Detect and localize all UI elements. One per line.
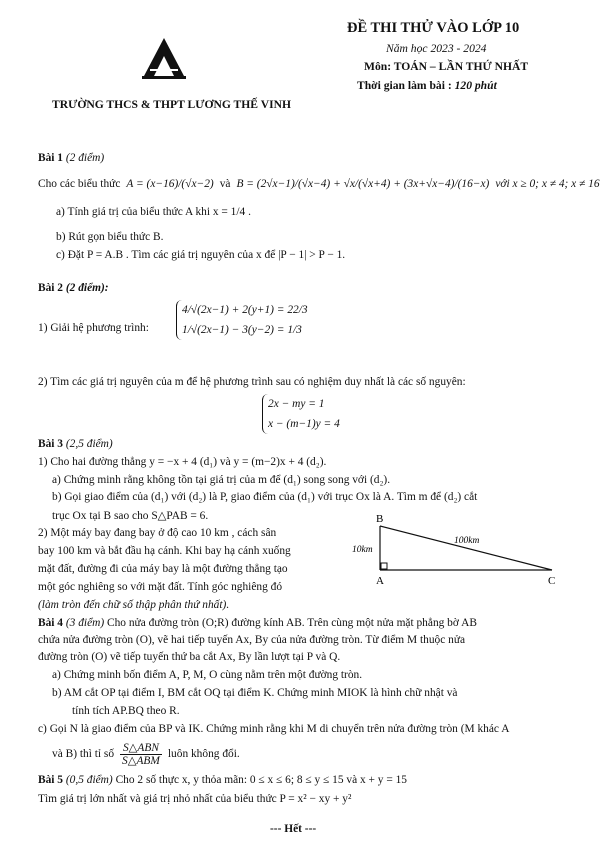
bai1-expressions: Cho các biểu thức A = (x−16)/(√x−2) và B = (2√x−1)/(√x−4) + √x/(√x+4) + (3x+√x−4)/(16−x) với x ≥ 0; x ≠ 4; x ≠ 16 xyxy=(38,178,600,190)
area-ratio-numerator: S△ABN xyxy=(120,742,162,755)
bai4-line1 xyxy=(38,617,477,629)
expr-a: A = (x−16)/(√x−2) xyxy=(126,178,214,190)
bai4-c-text-a: và B) thì tỉ số xyxy=(52,748,115,760)
area-ratio xyxy=(120,742,162,767)
exam-title: ĐỀ THI THỬ VÀO LỚP 10 xyxy=(347,20,520,36)
expr-b: B = (2√x−1)/(√x−4) + √x/(√x+4) + (3x+√x−4)/(16−x) xyxy=(236,178,490,190)
bai1-heading xyxy=(38,152,104,164)
exam-subject: Môn: TOÁN – LẦN THỨ NHẤT xyxy=(364,60,529,73)
bai5-points: (0,5 điểm) xyxy=(65,774,113,786)
segment-bc xyxy=(380,526,552,570)
label-c: C xyxy=(548,575,556,587)
bai4-line3: đường tròn (O) vẽ tiếp tuyến thứ ba cắt Ax, By lần lượt tại P và Q. xyxy=(38,651,341,663)
footer-end: --- Hết --- xyxy=(270,823,317,835)
right-angle-mark xyxy=(381,563,387,569)
bai3-q2-line1: 2) Một máy bay đang bay ở độ cao 10 km , cách sân xyxy=(38,527,277,539)
bai5-line1 xyxy=(38,774,407,786)
bai4-part-a: a) Chứng minh bốn điểm A, P, M, O cùng nằm trên một đường tròn. xyxy=(52,669,363,681)
bai3-label: Bài 3 xyxy=(38,438,64,450)
system-1 xyxy=(176,300,308,340)
label-height: 10km xyxy=(352,545,373,555)
bai3-q2-line5: (làm tròn đến chữ số thập phân thứ nhất). xyxy=(38,599,230,611)
time-value: 120 phút xyxy=(454,79,497,92)
school-name: TRƯỜNG THCS & THPT LƯƠNG THẾ VINH xyxy=(52,98,292,111)
time-limit xyxy=(357,79,497,92)
school-year: Năm học 2023 - 2024 xyxy=(386,42,487,55)
bai1-part-b: b) Rút gọn biểu thức B. xyxy=(56,231,164,243)
bai1-condition: với x ≥ 0; x ≠ 4; x ≠ 16 xyxy=(495,178,600,190)
bai5-line2: Tìm giá trị lớn nhất và giá trị nhỏ nhất của biểu thức P = x² − xy + y² xyxy=(38,793,352,805)
bai4-line2: chứa nửa đường tròn (O), vẽ hai tiếp tuyến Ax, By của nửa đường tròn. Từ điểm M thuộc nửa xyxy=(38,634,466,646)
school-logo-icon xyxy=(140,36,188,80)
bai4-part-b-line2: tính tích AP.BQ theo R. xyxy=(72,705,180,717)
sys2-eq2: x − (m−1)y = 4 xyxy=(268,418,340,430)
bai4-c-text-b: luôn không đổi. xyxy=(167,748,240,760)
sys1-eq1: 4/√(2x−1) + 2(y+1) = 22/3 xyxy=(182,304,308,316)
system-2 xyxy=(262,394,340,434)
bai1-intro: Cho các biểu thức xyxy=(38,178,121,190)
label-hypotenuse: 100km xyxy=(454,536,480,546)
bai2-q2: 2) Tìm các giá trị nguyên của m để hệ phương trình sau có nghiệm duy nhất là các số nguyên: xyxy=(38,376,466,388)
bai3-q1b-line1: b) Gọi giao điểm của (d₁) với (d₂) là P, giao điểm của (d₁) với trục Ox là A. Tìm m để (d₂) cắt xyxy=(52,491,478,503)
bai4-part-b-line1: b) AM cắt OP tại điểm I, BM cắt OQ tại điểm K. Chứng minh MIOK là hình chữ nhật và xyxy=(52,687,458,699)
sys2-eq1: 2x − my = 1 xyxy=(268,398,325,410)
bai4-part-c-line1: c) Gọi N là giao điểm của BP và IK. Chứng minh rằng khi M di chuyển trên nửa đường tròn (M khác A xyxy=(38,723,510,735)
bai5-label: Bài 5 xyxy=(38,774,64,786)
bai1-part-a: a) Tính giá trị của biểu thức A khi x = 1/4 . xyxy=(56,206,251,218)
area-ratio-denominator: S△ABM xyxy=(122,754,160,767)
bai1-points: (2 điểm) xyxy=(65,152,105,164)
bai4-part-c-line2 xyxy=(52,738,240,770)
bai4-text1: Cho nửa đường tròn (O;R) đường kính AB. Trên cùng một nửa mặt phẳng bờ AB xyxy=(107,617,477,629)
bai3-q1b-line2: trục Ox tại B sao cho S△PAB = 6. xyxy=(52,510,209,522)
bai3-points: (2,5 điểm) xyxy=(65,438,113,450)
bai3-q1: 1) Cho hai đường thẳng y = −x + 4 (d₁) và y = (m−2)x + 4 (d₂). xyxy=(38,456,327,468)
bai1-part-c: c) Đặt P = A.B . Tìm các giá trị nguyên của x để |P − 1| > P − 1. xyxy=(56,249,346,261)
bai2-heading xyxy=(38,282,109,294)
bai3-q2-line3: mặt đất, đường đi của máy bay là một đường thẳng tạo xyxy=(38,563,288,575)
bai3-q1a: a) Chứng minh rằng không tồn tại giá trị của m để (d₁) song song với (d₂). xyxy=(52,474,391,486)
bai3-heading xyxy=(38,438,113,450)
bai5-text1: Cho 2 số thực x, y thỏa mãn: 0 ≤ x ≤ 6; 8 ≤ y ≤ 15 và x + y = 15 xyxy=(115,774,408,786)
bai2-points: (2 điểm): xyxy=(65,282,109,294)
bai4-label: Bài 4 xyxy=(38,617,64,629)
triangle-figure xyxy=(350,512,572,592)
bai4-points: (3 điểm) xyxy=(65,617,105,629)
time-label: Thời gian làm bài : xyxy=(357,79,452,92)
bai3-q2-line4: một góc nghiêng so với mặt đất. Tính góc nghiêng đó xyxy=(38,581,283,593)
label-b: B xyxy=(376,513,384,525)
bai2-label: Bài 2 xyxy=(38,282,64,294)
sys1-eq2: 1/√(2x−1) − 3(y−2) = 1/3 xyxy=(182,324,302,336)
label-a: A xyxy=(376,575,384,587)
bai3-q2-line2: bay 100 km và bắt đầu hạ cánh. Khi bay hạ cánh xuống xyxy=(38,545,291,557)
bai1-label: Bài 1 xyxy=(38,152,64,164)
bai2-q1-label: 1) Giải hệ phương trình: xyxy=(38,322,149,334)
